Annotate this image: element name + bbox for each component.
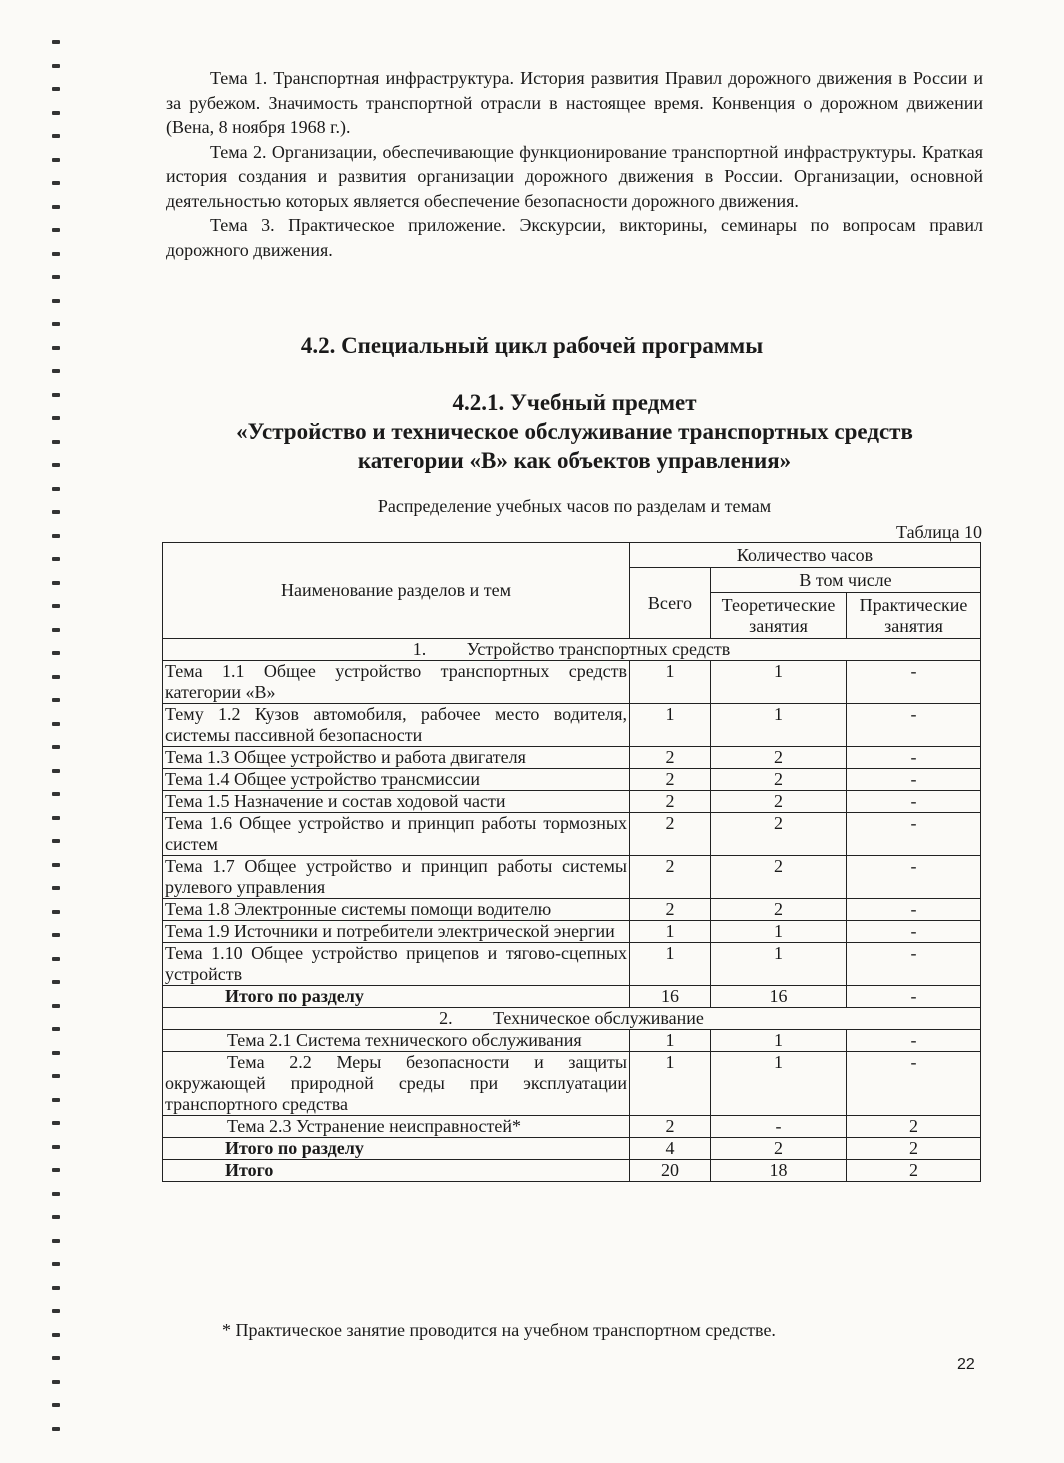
grand-total-body [163, 1160, 981, 1182]
section-2-heading [163, 1008, 981, 1030]
topic-name-cell: Тему 1.2 Кузов автомобиля, рабочее место водителя, системы пассивной безопасности [163, 704, 630, 747]
binding-hole [52, 228, 60, 232]
binding-hole [52, 651, 60, 655]
binding-hole [52, 628, 60, 632]
total-hours-cell: 1 [630, 704, 711, 747]
table-row [163, 1052, 981, 1116]
total-hours-cell: 2 [630, 747, 711, 769]
practice-hours-cell: 2 [847, 1138, 981, 1160]
topic-name-cell: Тема 1.5 Назначение и состав ходовой части [163, 791, 630, 813]
grand-total-row [163, 1160, 981, 1182]
binding-hole [52, 1004, 60, 1008]
intro-paragraph-3: Тема 3. Практическое приложение. Экскурсии, викторины, семинары по вопросам правил дорожного движения. [166, 215, 983, 260]
binding-hole [52, 111, 60, 115]
binding-hole [52, 205, 60, 209]
table-row [163, 769, 981, 791]
practice-hours-cell: - [847, 661, 981, 704]
table-row [163, 661, 981, 704]
binding-hole [52, 839, 60, 843]
table-row [163, 856, 981, 899]
binding-hole [52, 64, 60, 68]
binding-hole [52, 1262, 60, 1266]
total-hours-cell: 2 [630, 769, 711, 791]
table-row [163, 813, 981, 856]
binding-hole [52, 134, 60, 138]
intro-paragraph-2: Тема 2. Организации, обеспечивающие функционирование транспортной инфраструктуры. Краткая история создания и развития организации дорожного движения в России. Организации, основной деятельностью которых является обеспечение безопасности дорожного движения. [166, 141, 983, 211]
theory-hours-cell: 1 [711, 943, 847, 986]
distribution-caption: Распределение учебных часов по разделам и темам [377, 496, 772, 516]
theory-hours-cell: 2 [711, 791, 847, 813]
theory-hours-cell: 1 [711, 661, 847, 704]
theory-hours-cell: 1 [711, 921, 847, 943]
practice-hours-cell: - [847, 769, 981, 791]
subtotal-row [163, 1138, 981, 1160]
practice-hours-cell: - [847, 899, 981, 921]
total-hours-cell: 4 [630, 1138, 711, 1160]
header-name: Наименование разделов и тем [163, 543, 630, 639]
binding-hole [52, 487, 60, 491]
table-row [163, 704, 981, 747]
practice-hours-cell: - [847, 943, 981, 986]
binding-hole [52, 534, 60, 538]
section-2-body [163, 1008, 981, 1160]
topic-name-cell: Тема 1.7 Общее устройство и принцип работы системы рулевого управления [163, 856, 630, 899]
binding-hole [52, 1239, 60, 1243]
section-1-heading [163, 639, 981, 661]
topic-name-cell: Тема 1.3 Общее устройство и работа двигателя [163, 747, 630, 769]
binding-hole [52, 1168, 60, 1172]
subtotal-row [163, 986, 981, 1008]
binding-holes [52, 0, 66, 1463]
binding-hole [52, 40, 60, 44]
theory-hours-cell: - [711, 1116, 847, 1138]
binding-hole [52, 87, 60, 91]
binding-hole [52, 604, 60, 608]
theory-hours-cell: 2 [711, 899, 847, 921]
topic-name-cell: Тема 2.1 Система технического обслуживания [163, 1030, 630, 1052]
binding-hole [52, 581, 60, 585]
binding-hole [52, 1309, 60, 1313]
section-1-title: Устройство транспортных средств [466, 639, 731, 659]
total-label-cell: Итого по разделу [163, 1138, 630, 1160]
topic-name-cell: Тема 1.6 Общее устройство и принцип работы тормозных систем [163, 813, 630, 856]
topic-name-cell: Тема 1.10 Общее устройство прицепов и тягово-сцепных устройств [163, 943, 630, 986]
binding-hole [52, 181, 60, 185]
binding-hole [52, 393, 60, 397]
binding-hole [52, 1098, 60, 1102]
table-row [163, 791, 981, 813]
theory-hours-cell: 1 [711, 1052, 847, 1116]
total-hours-cell: 2 [630, 899, 711, 921]
binding-hole [52, 957, 60, 961]
theory-hours-cell: 2 [711, 747, 847, 769]
practice-hours-cell: - [847, 1052, 981, 1116]
total-hours-cell: 20 [630, 1160, 711, 1182]
header-total: Всего [630, 568, 711, 639]
topic-name-cell: Тема 1.1 Общее устройство транспортных средств категории «В» [163, 661, 630, 704]
binding-hole [52, 1403, 60, 1407]
section-2-title: Техническое обслуживание [493, 1008, 704, 1028]
binding-hole [52, 440, 60, 444]
table-row [163, 921, 981, 943]
binding-hole [52, 1215, 60, 1219]
binding-hole [52, 792, 60, 796]
binding-hole [52, 816, 60, 820]
total-hours-cell: 2 [630, 791, 711, 813]
practice-hours-cell: - [847, 813, 981, 856]
section-1-number: 1. [412, 639, 427, 659]
table-row [163, 1030, 981, 1052]
page-number: 22 [957, 1356, 975, 1373]
binding-hole [52, 275, 60, 279]
section-1-heading-row [163, 639, 981, 661]
total-hours-cell: 1 [630, 1052, 711, 1116]
hours-table [162, 542, 981, 1182]
section-2-number: 2. [439, 1008, 453, 1028]
binding-hole [52, 1051, 60, 1055]
theory-hours-cell: 2 [711, 813, 847, 856]
binding-hole [52, 933, 60, 937]
topic-name-cell: Тема 2.2 Меры безопасности и защиты окружающей природной среды при эксплуатации транспортного средства [163, 1052, 630, 1116]
binding-hole [52, 322, 60, 326]
practice-hours-cell: - [847, 921, 981, 943]
total-hours-cell: 2 [630, 813, 711, 856]
binding-hole [52, 698, 60, 702]
binding-hole [52, 158, 60, 162]
binding-hole [52, 1333, 60, 1337]
practice-hours-cell: - [847, 856, 981, 899]
table-number: Таблица 10 [896, 522, 982, 542]
theory-hours-cell: 18 [711, 1160, 847, 1182]
theory-hours-cell: 1 [711, 704, 847, 747]
subject-heading-line-1: 4.2.1. Учебный предмет [452, 390, 697, 415]
theory-hours-cell: 2 [711, 856, 847, 899]
table-row [163, 899, 981, 921]
footnote: * Практическое занятие проводится на учебном транспортном средстве. [222, 1320, 776, 1340]
subject-heading-line-2: «Устройство и техническое обслуживание транспортных средств [236, 419, 913, 444]
total-hours-cell: 16 [630, 986, 711, 1008]
binding-hole [52, 1427, 60, 1431]
practice-hours-cell: - [847, 791, 981, 813]
topic-name-cell: Тема 2.3 Устранение неисправностей* [163, 1116, 630, 1138]
binding-hole [52, 252, 60, 256]
practice-hours-cell: 2 [847, 1116, 981, 1138]
table-row [163, 1116, 981, 1138]
total-hours-cell: 1 [630, 921, 711, 943]
total-hours-cell: 1 [630, 661, 711, 704]
binding-hole [52, 463, 60, 467]
section-1-body [163, 639, 981, 1008]
binding-hole [52, 369, 60, 373]
header-including: В том числе [711, 568, 981, 593]
binding-hole [52, 1192, 60, 1196]
subject-heading [166, 388, 983, 475]
theory-hours-cell: 16 [711, 986, 847, 1008]
practice-hours-cell: - [847, 704, 981, 747]
topic-name-cell: Тема 1.8 Электронные системы помощи водителю [163, 899, 630, 921]
total-hours-cell: 2 [630, 1116, 711, 1138]
binding-hole [52, 980, 60, 984]
binding-hole [52, 510, 60, 514]
theory-hours-cell: 1 [711, 1030, 847, 1052]
binding-hole [52, 416, 60, 420]
intro-paragraph-1: Тема 1. Транспортная инфраструктура. История развития Правил дорожного движения в России и за рубежом. Значимость транспортной отрасли в настоящее время. Конвенция о дорожном движении (Вена, 8 ноября 1968 г.). [166, 68, 983, 137]
subject-heading-line-3: категории «В» как объектов управления» [357, 448, 792, 473]
binding-hole [52, 722, 60, 726]
binding-hole [52, 1286, 60, 1290]
total-hours-cell: 1 [630, 1030, 711, 1052]
theory-hours-cell: 2 [711, 1138, 847, 1160]
total-hours-cell: 1 [630, 943, 711, 986]
binding-hole [52, 1356, 60, 1360]
section-2-heading-row [163, 1008, 981, 1030]
total-label-cell: Итого [163, 1160, 630, 1182]
binding-hole [52, 745, 60, 749]
practice-hours-cell: 2 [847, 1160, 981, 1182]
binding-hole [52, 769, 60, 773]
section-heading: 4.2. Специальный цикл рабочей программы [300, 333, 764, 358]
practice-hours-cell: - [847, 986, 981, 1008]
total-hours-cell: 2 [630, 856, 711, 899]
binding-hole [52, 863, 60, 867]
binding-hole [52, 1145, 60, 1149]
table-row [163, 747, 981, 769]
binding-hole [52, 910, 60, 914]
binding-hole [52, 1121, 60, 1125]
header-theory: Теоретические занятия [711, 593, 847, 639]
binding-hole [52, 886, 60, 890]
intro-text [166, 66, 983, 262]
binding-hole [52, 299, 60, 303]
topic-name-cell: Тема 1.4 Общее устройство трансмиссии [163, 769, 630, 791]
practice-hours-cell: - [847, 747, 981, 769]
header-hours: Количество часов [630, 543, 981, 568]
topic-name-cell: Тема 1.9 Источники и потребители электрической энергии [163, 921, 630, 943]
header-practice: Практические занятия [847, 593, 981, 639]
binding-hole [52, 675, 60, 679]
total-label-cell: Итого по разделу [163, 986, 630, 1008]
table-row [163, 943, 981, 986]
practice-hours-cell: - [847, 1030, 981, 1052]
binding-hole [52, 557, 60, 561]
binding-hole [52, 1380, 60, 1384]
theory-hours-cell: 2 [711, 769, 847, 791]
binding-hole [52, 1074, 60, 1078]
binding-hole [52, 1027, 60, 1031]
